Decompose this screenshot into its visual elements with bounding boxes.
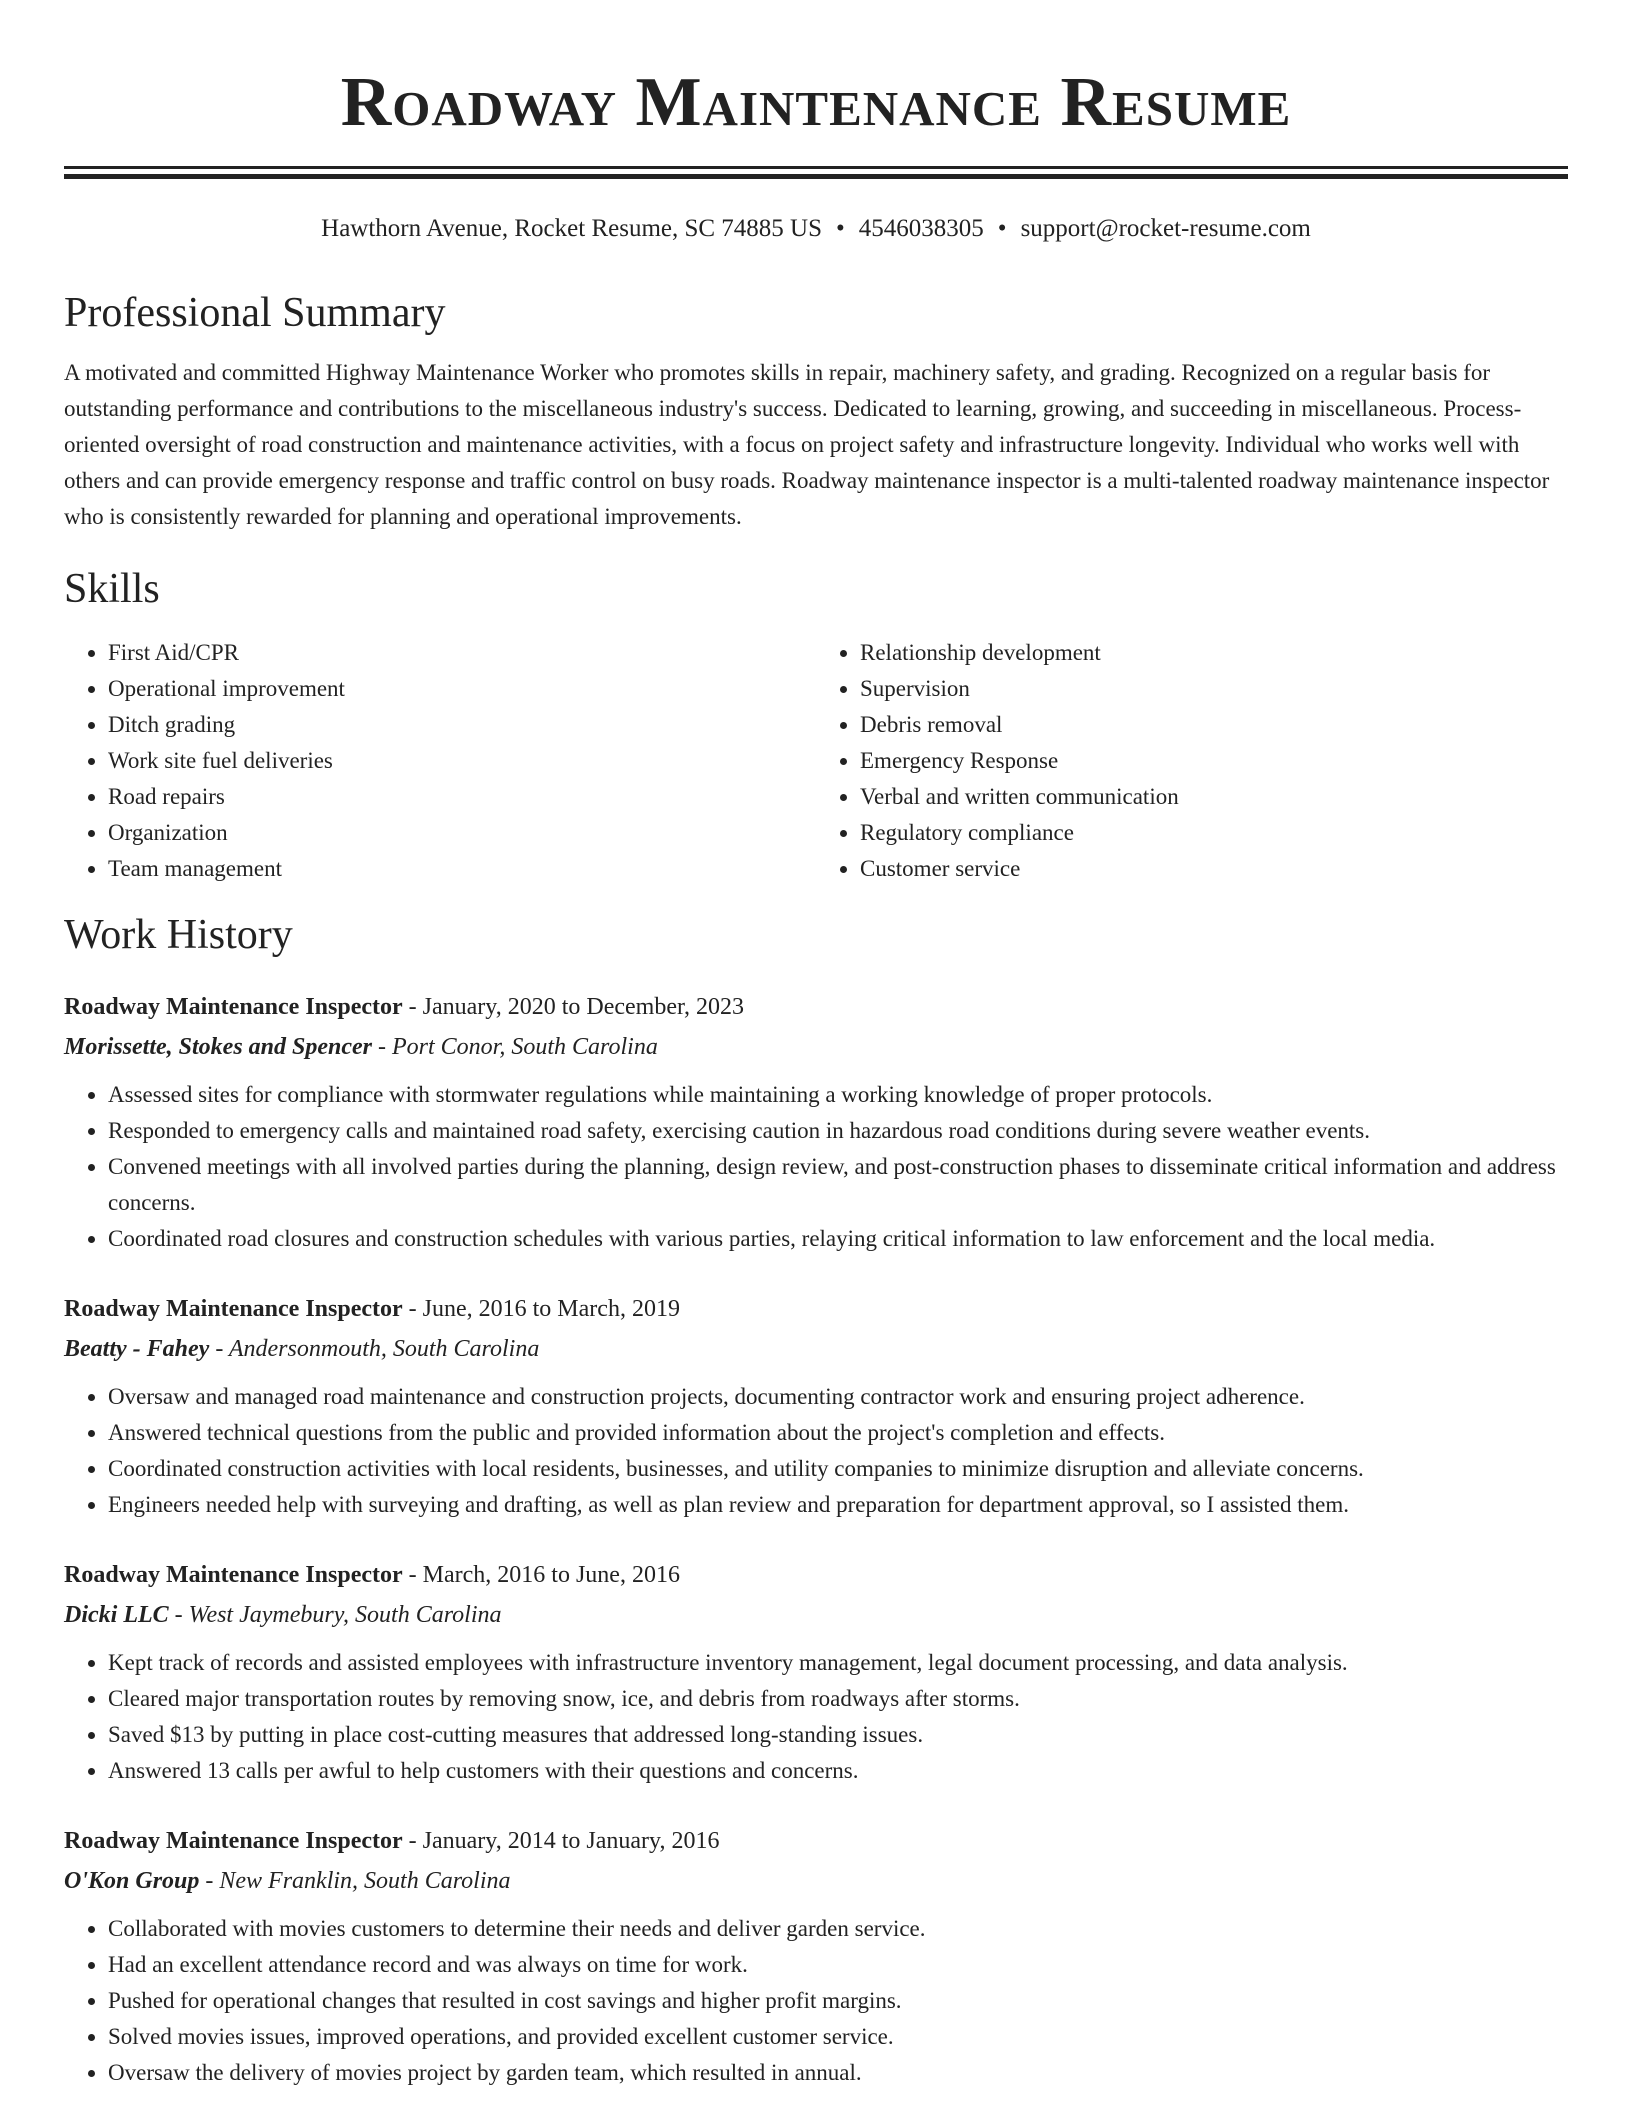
work-history-heading: Work History (64, 912, 293, 958)
job-location: - West Jaymebury, South Carolina (168, 1602, 502, 1628)
contact-email[interactable]: support@rocket-resume.com (1020, 215, 1311, 242)
job-duty-item: • Pushed for operational changes that resulted in cost savings and higher profit margins. (108, 1983, 1568, 2019)
job-duties (64, 1911, 1568, 2091)
job-company-line (64, 1329, 1568, 1369)
job-duty-item: • Coordinated construction activities with local residents, businesses, and utility companies to minimize disruption and alleviate concerns. (108, 1451, 1568, 1487)
job-title-line (64, 1821, 1568, 1861)
job-title-line (64, 987, 1568, 1027)
page-title: Roadway Maintenance Resume (340, 64, 1292, 141)
job-entry (64, 1289, 1568, 1523)
job-title-line (64, 1555, 1568, 1595)
job-duty-item: • Convened meetings with all involved parties during the planning, design review, and post-construction phases to disseminate critical information and address concerns. (108, 1149, 1568, 1221)
contact-address: Hawthorn Avenue, Rocket Resume, SC 74885 US (321, 215, 823, 242)
job-dates: - March, 2016 to June, 2016 (402, 1562, 680, 1588)
job-duty-item: • Answered 13 calls per awful to help customers with their questions and concerns. (108, 1753, 1568, 1789)
skill-item: • Regulatory compliance (860, 815, 1568, 851)
job-duty-item: • Answered technical questions from the public and provided information about the project's completion and effects. (108, 1415, 1568, 1451)
skills-heading: Skills (64, 566, 160, 612)
job-company: Morissette, Stokes and Spencer (64, 1034, 373, 1060)
job-role: Roadway Maintenance Inspector (64, 1828, 403, 1854)
job-dates: - January, 2020 to December, 2023 (402, 994, 745, 1020)
skill-item: • Verbal and written communication (860, 779, 1568, 815)
job-role: Roadway Maintenance Inspector (64, 1562, 403, 1588)
job-duty-item: • Saved $13 by putting in place cost-cutting measures that addressed long-standing issues. (108, 1717, 1568, 1753)
job-company-line (64, 1595, 1568, 1635)
job-title-line (64, 1289, 1568, 1329)
job-dates: - June, 2016 to March, 2019 (402, 1296, 680, 1322)
job-location: - Port Conor, South Carolina (372, 1034, 658, 1060)
title-divider-top (64, 166, 1568, 169)
skill-item: • Ditch grading (108, 707, 816, 743)
job-duties (64, 1077, 1568, 1257)
job-duty-item: • Cleared major transportation routes by removing snow, ice, and debris from roadways after storms. (108, 1681, 1568, 1717)
job-duty-item: • Oversaw the delivery of movies project by garden team, which resulted in annual. (108, 2055, 1568, 2091)
job-duties (64, 1379, 1568, 1523)
skill-item: • Road repairs (108, 779, 816, 815)
job-location: - New Franklin, South Carolina (199, 1868, 511, 1894)
job-dates: - January, 2014 to January, 2016 (402, 1828, 720, 1854)
job-company: O'Kon Group (64, 1868, 200, 1894)
contact-phone: 4546038305 (858, 215, 984, 242)
job-duty-item: • Coordinated road closures and construction schedules with various parties, relaying critical information to law enforcement and the local media. (108, 1221, 1568, 1257)
job-entry (64, 1821, 1568, 2091)
title-divider-bottom (64, 174, 1568, 179)
job-role: Roadway Maintenance Inspector (64, 994, 403, 1020)
job-duty-item: • Solved movies issues, improved operations, and provided excellent customer service. (108, 2019, 1568, 2055)
contact-separator: • (836, 215, 845, 242)
job-duty-item: • Kept track of records and assisted employees with infrastructure inventory management, legal document processing, and data analysis. (108, 1645, 1568, 1681)
job-company-line (64, 1027, 1568, 1067)
job-duty-item: • Responded to emergency calls and maintained road safety, exercising caution in hazardous road conditions during severe weather events. (108, 1113, 1568, 1149)
contact-line (64, 213, 1568, 245)
skill-item: • Relationship development (860, 635, 1568, 671)
job-entry (64, 1555, 1568, 1789)
skill-item: • First Aid/CPR (108, 635, 816, 671)
skill-item: • Team management (108, 851, 816, 887)
job-duty-item: • Collaborated with movies customers to determine their needs and deliver garden service. (108, 1911, 1568, 1947)
job-company: Dicki LLC (64, 1602, 169, 1628)
summary-text: A motivated and committed Highway Maintenance Worker who promotes skills in repair, machinery safety, and grading. Recognized on a regular basis for outstanding performance and contributions to the miscellaneous industry's success. Dedicated to learning, growing, and succeeding in miscellaneous. Process-oriented oversight of road construction and maintenance activities, with a focus on project safety and infrastructure longevity. Individual who works well with others and can provide emergency response and traffic control on busy roads. Roadway maintenance inspector is a multi-talented roadway maintenance inspector who is consistently rewarded for planning and operational improvements. (64, 360, 1550, 529)
job-duty-item: • Oversaw and managed road maintenance and construction projects, documenting contractor work and ensuring project adherence. (108, 1379, 1568, 1415)
job-company-line (64, 1861, 1568, 1901)
skill-item: • Debris removal (860, 707, 1568, 743)
job-company: Beatty - Fahey (64, 1336, 210, 1362)
skill-item: • Customer service (860, 851, 1568, 887)
job-role: Roadway Maintenance Inspector (64, 1296, 403, 1322)
skill-item: • Operational improvement (108, 671, 816, 707)
skills-column-left (64, 635, 816, 887)
job-duty-item: • Engineers needed help with surveying and drafting, as well as plan review and preparation for department approval, so I assisted them. (108, 1487, 1568, 1523)
skills-list (64, 635, 1568, 887)
job-entry (64, 987, 1568, 1257)
contact-separator: • (997, 215, 1007, 242)
job-duty-item: • Assessed sites for compliance with stormwater regulations while maintaining a working knowledge of proper protocols. (108, 1077, 1568, 1113)
skills-column-right (816, 635, 1568, 887)
summary-heading: Professional Summary (64, 290, 446, 336)
skill-item: • Organization (108, 815, 816, 851)
skill-item: • Supervision (860, 671, 1568, 707)
job-location: - Andersonmouth, South Carolina (209, 1336, 540, 1362)
job-duty-item: • Had an excellent attendance record and was always on time for work. (108, 1947, 1568, 1983)
job-duties (64, 1645, 1568, 1789)
skill-item: • Work site fuel deliveries (108, 743, 816, 779)
skill-item: • Emergency Response (860, 743, 1568, 779)
